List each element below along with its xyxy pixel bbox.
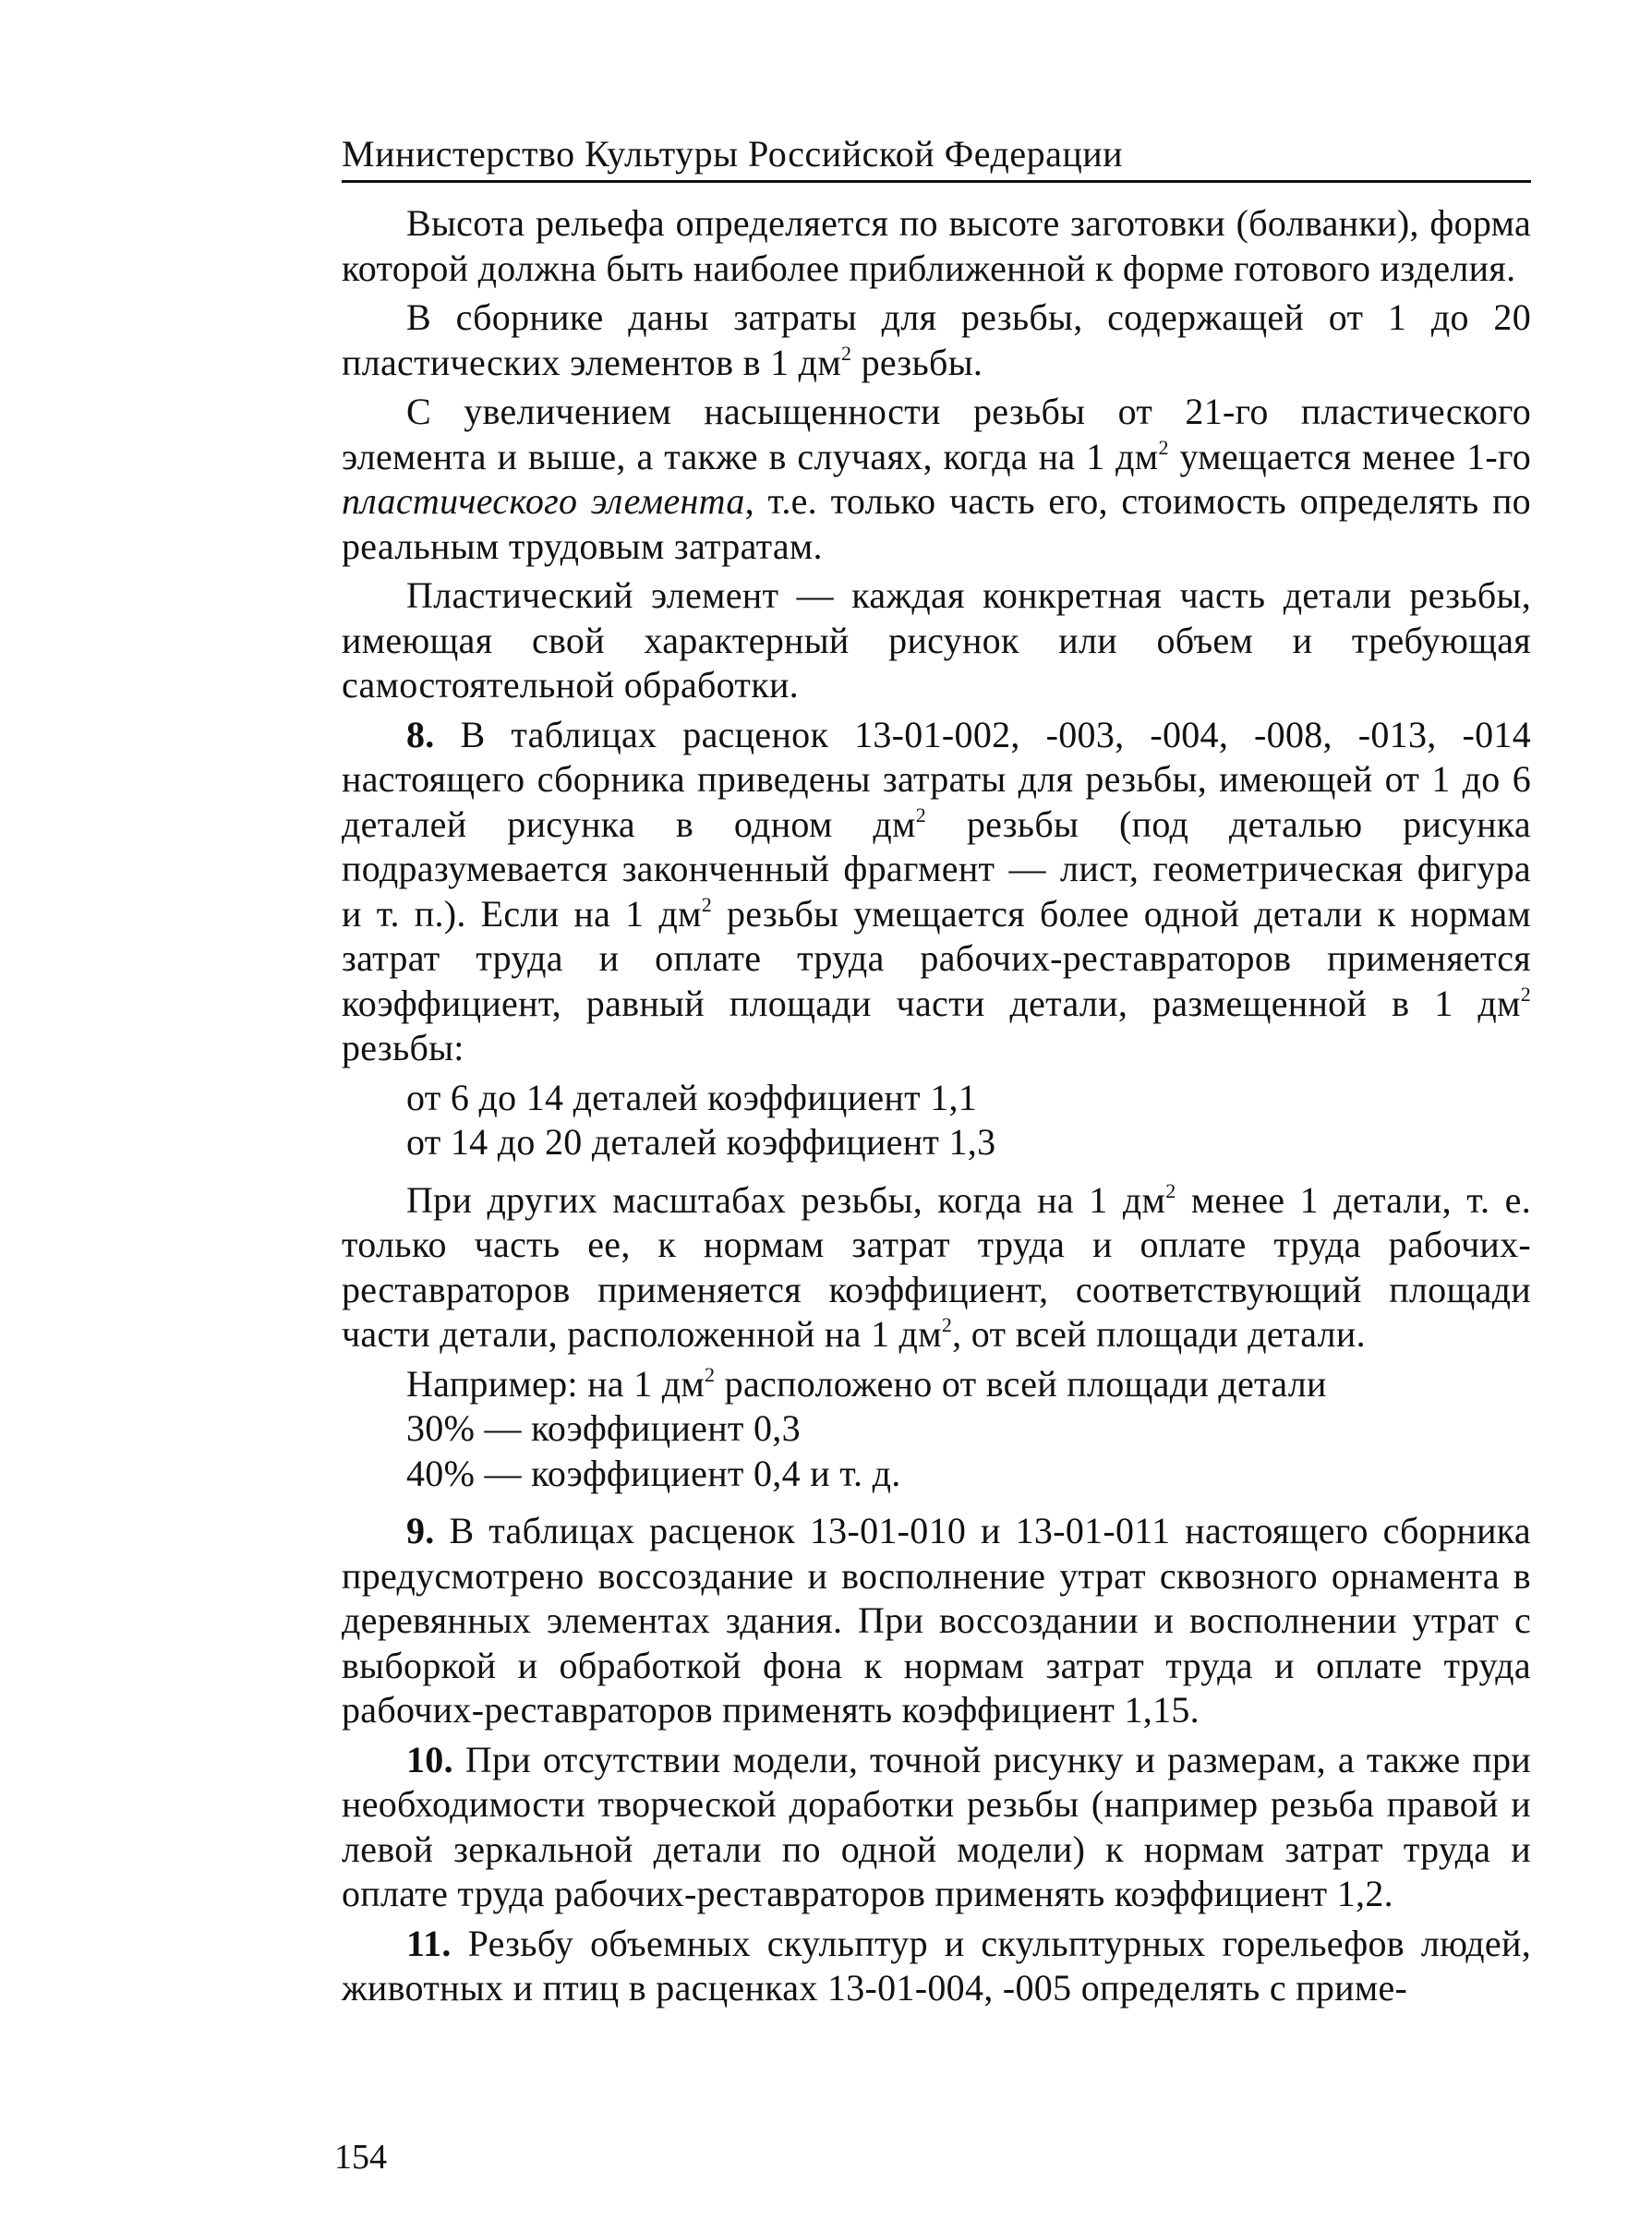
paragraph-other-scales: При других масштабах резьбы, когда на 1 $дм^2$ менее 1 детали, т. е. только часть ее, к нормам затрат труда и оплате труда рабочих-реставраторов применяется коэффициент, соответствующий площади части детали, расположенной на 1 $дм^2$, от всей площади детали. [342, 1178, 1532, 1355]
coefficient-line-2: от 14 до 20 деталей коэффициент 1,3 [406, 1121, 996, 1163]
document-body [342, 201, 1531, 2016]
coefficient-line-1: от 6 до 14 деталей коэффициент 1,1 [406, 1076, 978, 1118]
item-8-number: 8. [406, 713, 435, 755]
running-header: Министерство Культуры Российской Федерации [342, 132, 1531, 183]
paragraph-saturation: С увеличением насыщенности резьбы от 21-го пластического элемента и выше, а также в случаях, когда на 1 $дм^2$ умещается менее 1-го пластического элемента, т.е. только часть его, стоимость определять по реальным трудовым затратам. [342, 391, 1532, 567]
example-line-1: 30% — коэффициент 0,3 [406, 1407, 801, 1449]
item-10-number: 10. [406, 1738, 453, 1780]
item-11: 11. Резьбу объемных скульптур и скульптурных горельефов людей, животных и птиц в расценках 13-01-004, -005 определять с приме- [342, 1922, 1531, 2009]
example-intro: Например: на 1 $дм^2$ расположено от всей площади детали [406, 1362, 1327, 1405]
item-9: 9. В таблицах расценок 13-01-010 и 13-01-011 настоящего сборника предусмотрено воссоздание и восполнение утрат сквозного орнамента в деревянных элементах здания. При воссоздании и восполнении утрат с выборкой и обработкой фона к нормам затрат труда и оплате труда рабочих-реставраторов применять коэффициент 1,15. [342, 1510, 1531, 1731]
paragraph-plastic-element-definition: Пластический элемент — каждая конкретная часть детали резьбы, имеющая свой характерный рисунок или объем и требующая самостоятельной обработки. [342, 574, 1531, 706]
page-number: 154 [334, 2138, 387, 2177]
example-line-2: 40% — коэффициент 0,4 и т. д. [406, 1452, 901, 1494]
italic-term: пластического элемента [342, 480, 745, 522]
paragraph-collection-costs: В сборнике даны затраты для резьбы, содержащей от 1 до 20 пластических элементов в 1 $дм^2$ резьбы. [342, 296, 1531, 383]
paragraph-relief-height: Высота рельефа определяется по высоте заготовки (болванки), форма которой должна быть наиболее приближенной к форме готового изделия. [342, 202, 1531, 289]
item-8: 8. В таблицах расценок 13-01-002, -003, -004, -008, -013, -014 настоящего сборника приведены затраты для резьбы, имеющей от 1 до 6 деталей рисунка в одном $дм^2$ резьбы (под деталью рисунка подразумевается законченный фрагмент — лист, геометрическая фигура и т. п.). Если на 1 $дм^2$ резьбы умещается более одной детали к нормам затрат труда и оплате труда рабочих-реставраторов применяется коэффициент, равный площади части детали, размещенной в 1 $дм^2$ резьбы: [342, 713, 1531, 1068]
item-10: 10. При отсутствии модели, точной рисунку и размерам, а также при необходимости творческой доработки резьбы (например резьба правой и левой зеркальной детали по одной модели) к нормам затрат труда и оплате труда рабочих-реставраторов применять коэффициент 1,2. [342, 1738, 1531, 1914]
item-11-number: 11. [406, 1922, 452, 1964]
item-9-number: 9. [406, 1510, 435, 1551]
